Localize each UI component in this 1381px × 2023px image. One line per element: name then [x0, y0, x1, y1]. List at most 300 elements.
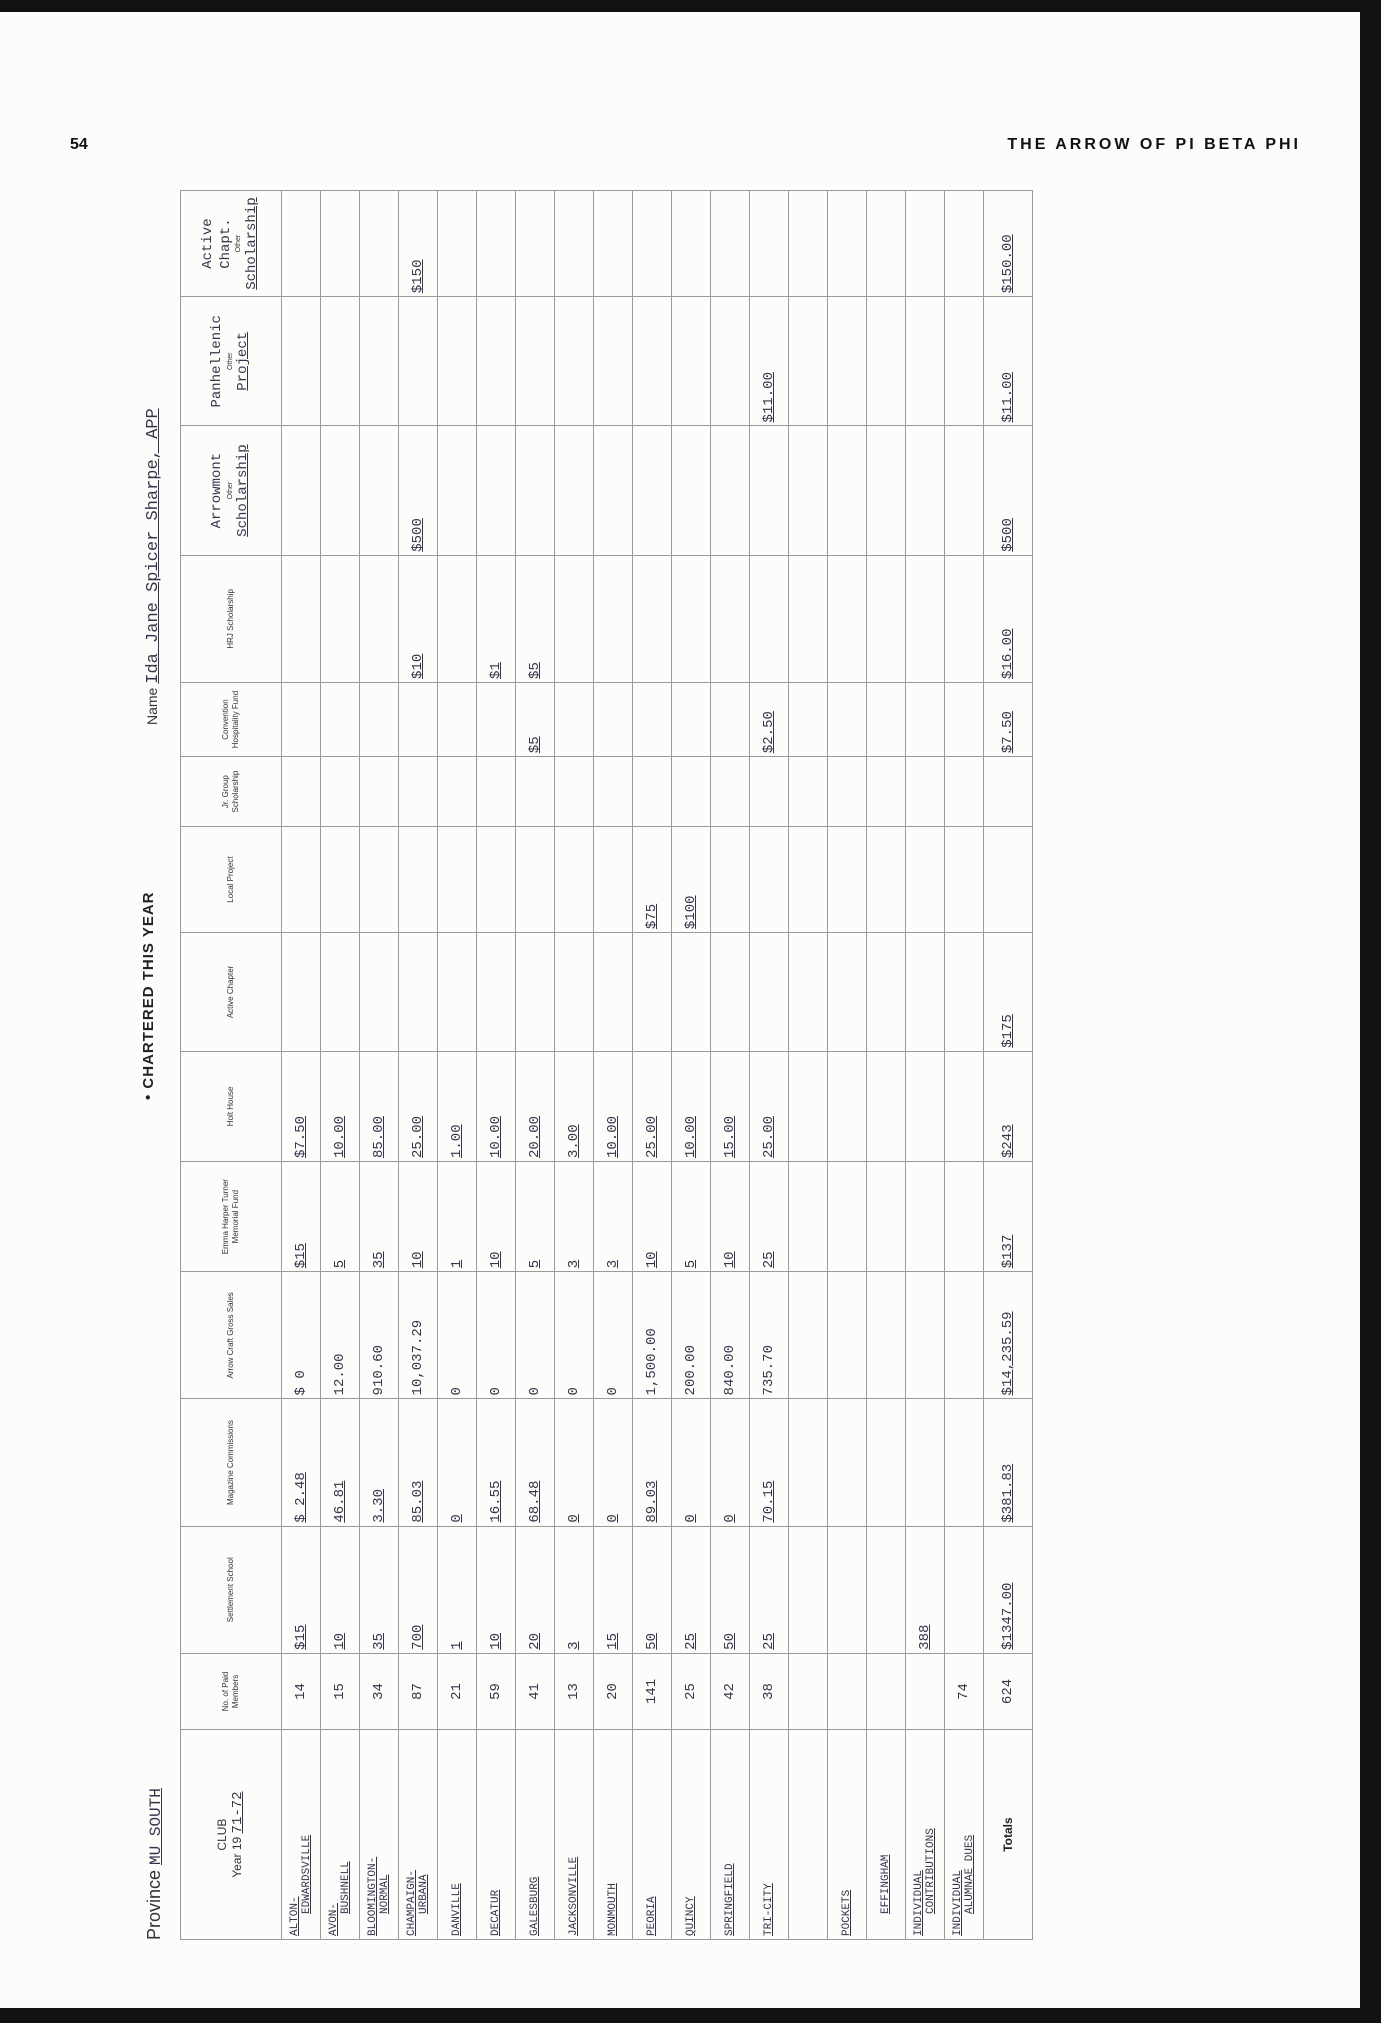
club-name-line1: DANVILLE: [450, 1883, 463, 1936]
club-name-line1: TRI-CITY: [762, 1883, 775, 1936]
cell-magazine: [906, 1399, 945, 1526]
col-magazine: Magazine Commissions: [181, 1399, 282, 1526]
cell-settlement: 10: [477, 1526, 516, 1653]
col-panhellenic: Panhellenic Other Project: [181, 297, 282, 426]
cell-members: 34: [360, 1653, 399, 1729]
cell-emma: $15: [282, 1162, 321, 1272]
cell-holt: 20.00: [516, 1051, 555, 1161]
cell-active: [945, 933, 984, 1052]
cell-magazine: [867, 1399, 906, 1526]
club-name: [750, 1730, 789, 1940]
cell-holt: 10.00: [321, 1051, 360, 1161]
cell-arrow_craft: [906, 1272, 945, 1399]
cell-emma: [789, 1162, 828, 1272]
cell-magazine: 0: [711, 1399, 750, 1526]
totals-row: [984, 191, 1033, 1940]
header-row: [181, 191, 282, 1940]
cell-emma: [867, 1162, 906, 1272]
cell-members: [789, 1653, 828, 1729]
cell-settlement: 1: [438, 1526, 477, 1653]
cell-jr: [633, 757, 672, 827]
cell-conv: [594, 682, 633, 756]
cell-hrj: [282, 555, 321, 682]
col-emma-harper: Emma Harper Turner Memorial Fund: [181, 1162, 282, 1272]
cell-local: $75: [633, 827, 672, 933]
cell-conv: [789, 682, 828, 756]
cell-settlement: 25: [750, 1526, 789, 1653]
cell-panhel: [828, 297, 867, 426]
cell-holt: 3.00: [555, 1051, 594, 1161]
club-name: [477, 1730, 516, 1940]
cell-magazine: 46.81: [321, 1399, 360, 1526]
cell-active: [360, 933, 399, 1052]
cell-conv: [321, 682, 360, 756]
cell-active: [711, 933, 750, 1052]
table-row: [282, 191, 321, 1940]
club-name: [360, 1730, 399, 1940]
cell-local: [945, 827, 984, 933]
cell-panhel: [672, 297, 711, 426]
cell-hrj: $1: [477, 555, 516, 682]
cell-arrow_craft: 735.70: [750, 1272, 789, 1399]
club-name-line1: GALESBURG: [528, 1876, 541, 1936]
cell-jr: [750, 757, 789, 827]
club-name-line1: JACKSONVILLE: [567, 1856, 580, 1936]
cell-local: [867, 827, 906, 933]
table-row: [828, 191, 867, 1940]
cell-conv: [906, 682, 945, 756]
club-name-line1: DECATUR: [489, 1889, 502, 1936]
cell-arrowmont: [789, 426, 828, 555]
cell-emma: 5: [672, 1162, 711, 1272]
cell-hrj: [672, 555, 711, 682]
cell-members: 25: [672, 1653, 711, 1729]
cell-magazine: 0: [594, 1399, 633, 1526]
cell-active: [789, 933, 828, 1052]
cell-emma: 10: [399, 1162, 438, 1272]
cell-activechapt: $150: [399, 191, 438, 297]
cell-conv: [711, 682, 750, 756]
cell-arrow_craft: [828, 1272, 867, 1399]
club-name-line2: EFFINGHAM: [879, 1854, 892, 1914]
cell-magazine: 16.55: [477, 1399, 516, 1526]
cell-conv: [360, 682, 399, 756]
cell-jr: [438, 757, 477, 827]
cell-arrow_craft: [867, 1272, 906, 1399]
cell-settlement: 388: [906, 1526, 945, 1653]
col-active-chapt: Active Chapt. Other Scholarship: [181, 191, 282, 297]
club-name-line1: AVON-: [327, 1902, 340, 1936]
cell-arrow_craft: $ 0: [282, 1272, 321, 1399]
cell-arrowmont: [828, 426, 867, 555]
cell-panhel: [906, 297, 945, 426]
cell-conv: [477, 682, 516, 756]
cell-settlement: 35: [360, 1526, 399, 1653]
cell-holt: 25.00: [633, 1051, 672, 1161]
table-row: [672, 191, 711, 1940]
cell-settlement: 10: [321, 1526, 360, 1653]
cell-jr: [516, 757, 555, 827]
cell-panhel: $11.00: [750, 297, 789, 426]
cell-emma: 25: [750, 1162, 789, 1272]
cell-arrowmont: [477, 426, 516, 555]
club-name: [321, 1730, 360, 1940]
cell-magazine: 85.03: [399, 1399, 438, 1526]
col-active-chapter: Active Chapter: [181, 933, 282, 1052]
club-name: [789, 1730, 828, 1940]
cell-arrowmont: [438, 426, 477, 555]
cell-arrowmont: [555, 426, 594, 555]
cell-local: [399, 827, 438, 933]
cell-activechapt: [750, 191, 789, 297]
totals-jr: [984, 757, 1033, 827]
cell-arrow_craft: 0: [438, 1272, 477, 1399]
club-name-line1: INDIVIDUAL: [951, 1869, 964, 1936]
club-name-line2: NORMAL: [379, 1874, 391, 1914]
cell-settlement: 25: [672, 1526, 711, 1653]
cell-arrowmont: [711, 426, 750, 555]
cell-active: [321, 933, 360, 1052]
cell-active: [516, 933, 555, 1052]
cell-panhel: [867, 297, 906, 426]
totals-local: [984, 827, 1033, 933]
cell-settlement: [789, 1526, 828, 1653]
cell-local: $100: [672, 827, 711, 933]
cell-magazine: [828, 1399, 867, 1526]
cell-hrj: [906, 555, 945, 682]
cell-holt: [867, 1051, 906, 1161]
cell-active: [867, 933, 906, 1052]
cell-active: [828, 933, 867, 1052]
cell-jr: [828, 757, 867, 827]
cell-jr: [867, 757, 906, 827]
cell-arrow_craft: 910.60: [360, 1272, 399, 1399]
cell-panhel: [516, 297, 555, 426]
cell-active: [399, 933, 438, 1052]
col-convention: Convention Hospitality Fund: [181, 682, 282, 756]
cell-jr: [555, 757, 594, 827]
cell-arrow_craft: 0: [555, 1272, 594, 1399]
cell-conv: $2.50: [750, 682, 789, 756]
cell-local: [906, 827, 945, 933]
cell-local: [555, 827, 594, 933]
cell-active: [477, 933, 516, 1052]
cell-members: 14: [282, 1653, 321, 1729]
table-row: [516, 191, 555, 1940]
cell-active: [672, 933, 711, 1052]
cell-magazine: 0: [438, 1399, 477, 1526]
col-local-project: Local Project: [181, 827, 282, 933]
cell-holt: 10.00: [594, 1051, 633, 1161]
totals-holt: $243: [984, 1051, 1033, 1161]
club-name-line2: ALUMNAE DUES: [964, 1834, 976, 1914]
table-row: [360, 191, 399, 1940]
cell-members: 38: [750, 1653, 789, 1729]
club-name: [711, 1730, 750, 1940]
cell-arrowmont: [672, 426, 711, 555]
cell-arrow_craft: 10,037.29: [399, 1272, 438, 1399]
cell-arrowmont: [360, 426, 399, 555]
cell-conv: [438, 682, 477, 756]
totals-label: Totals: [984, 1730, 1033, 1940]
report-table: [180, 190, 1033, 1940]
totals-arrowmont: $500: [984, 426, 1033, 555]
cell-members: 87: [399, 1653, 438, 1729]
club-name: [438, 1730, 477, 1940]
cell-emma: 10: [711, 1162, 750, 1272]
col-jr-group: Jr. Group Scholarship: [181, 757, 282, 827]
cell-conv: [282, 682, 321, 756]
totals-arrow-craft: $14,235.59: [984, 1272, 1033, 1399]
table-row: [867, 191, 906, 1940]
cell-active: [282, 933, 321, 1052]
cell-emma: 10: [477, 1162, 516, 1272]
cell-activechapt: [594, 191, 633, 297]
cell-magazine: [945, 1399, 984, 1526]
table-row: [750, 191, 789, 1940]
club-name-line2: BUSHNELL: [340, 1861, 352, 1914]
cell-panhel: [477, 297, 516, 426]
chartered-note: • CHARTERED THIS YEAR: [140, 891, 157, 1100]
cell-activechapt: [516, 191, 555, 297]
club-name-line1: INDIVIDUAL: [912, 1869, 925, 1936]
totals-convention: $7.50: [984, 682, 1033, 756]
cell-holt: [906, 1051, 945, 1161]
cell-hrj: [711, 555, 750, 682]
col-settlement: Settlement School: [181, 1526, 282, 1653]
cell-active: [438, 933, 477, 1052]
cell-members: 42: [711, 1653, 750, 1729]
cell-members: [867, 1653, 906, 1729]
club-name-line1: CHAMPAIGN-: [405, 1869, 418, 1936]
cell-conv: [633, 682, 672, 756]
cell-activechapt: [828, 191, 867, 297]
cell-magazine: 3.30: [360, 1399, 399, 1526]
cell-local: [477, 827, 516, 933]
cell-arrow_craft: 0: [516, 1272, 555, 1399]
table-row: [711, 191, 750, 1940]
cell-members: 41: [516, 1653, 555, 1729]
cell-holt: [828, 1051, 867, 1161]
cell-local: [282, 827, 321, 933]
club-name: [555, 1730, 594, 1940]
cell-panhel: [360, 297, 399, 426]
cell-conv: [867, 682, 906, 756]
cell-emma: [828, 1162, 867, 1272]
cell-holt: 15.00: [711, 1051, 750, 1161]
cell-emma: 3: [555, 1162, 594, 1272]
table-row: [477, 191, 516, 1940]
cell-hrj: [438, 555, 477, 682]
totals-emma: $137: [984, 1162, 1033, 1272]
totals-hrj: $16.00: [984, 555, 1033, 682]
cell-jr: [399, 757, 438, 827]
cell-panhel: [321, 297, 360, 426]
province-value: MU SOUTH: [147, 1788, 165, 1865]
club-name-line2: URBANA: [418, 1874, 430, 1914]
club-name-line1: PEORIA: [645, 1896, 658, 1936]
cell-settlement: 3: [555, 1526, 594, 1653]
cell-jr: [945, 757, 984, 827]
table-row: [594, 191, 633, 1940]
cell-emma: 5: [516, 1162, 555, 1272]
cell-jr: [711, 757, 750, 827]
cell-magazine: $ 2.48: [282, 1399, 321, 1526]
cell-arrowmont: [321, 426, 360, 555]
club-name: [633, 1730, 672, 1940]
cell-panhel: [594, 297, 633, 426]
cell-local: [750, 827, 789, 933]
cell-activechapt: [906, 191, 945, 297]
cell-magazine: 0: [555, 1399, 594, 1526]
cell-arrowmont: [750, 426, 789, 555]
province-label: Province: [144, 1869, 164, 1940]
name-line: [144, 408, 163, 725]
table-body: [282, 191, 984, 1940]
cell-members: 141: [633, 1653, 672, 1729]
cell-members: [906, 1653, 945, 1729]
totals-magazine: $381.83: [984, 1399, 1033, 1526]
cell-holt: 1.00: [438, 1051, 477, 1161]
cell-magazine: [789, 1399, 828, 1526]
cell-active: [750, 933, 789, 1052]
cell-arrowmont: [516, 426, 555, 555]
cell-jr: [789, 757, 828, 827]
cell-conv: $5: [516, 682, 555, 756]
cell-activechapt: [633, 191, 672, 297]
cell-emma: 5: [321, 1162, 360, 1272]
cell-members: 15: [321, 1653, 360, 1729]
totals-active-chapt: $150.00: [984, 191, 1033, 297]
cell-members: 13: [555, 1653, 594, 1729]
cell-arrow_craft: 0: [594, 1272, 633, 1399]
scan-border-top: [0, 0, 1381, 12]
cell-panhel: [555, 297, 594, 426]
cell-arrow_craft: 12.00: [321, 1272, 360, 1399]
col-paid-members: No. of Paid Members: [181, 1653, 282, 1729]
cell-arrowmont: [906, 426, 945, 555]
cell-hrj: [321, 555, 360, 682]
club-name-line2: CONTRIBUTIONS: [925, 1828, 937, 1914]
cell-hrj: [555, 555, 594, 682]
cell-activechapt: [477, 191, 516, 297]
cell-settlement: 50: [633, 1526, 672, 1653]
cell-activechapt: [360, 191, 399, 297]
cell-settlement: [867, 1526, 906, 1653]
cell-jr: [282, 757, 321, 827]
cell-settlement: $15: [282, 1526, 321, 1653]
club-name-line2: EDWARDSVILLE: [301, 1834, 313, 1914]
cell-emma: 3: [594, 1162, 633, 1272]
cell-local: [594, 827, 633, 933]
cell-activechapt: [867, 191, 906, 297]
scan-border-right: [1360, 0, 1381, 2023]
cell-activechapt: [555, 191, 594, 297]
cell-holt: 85.00: [360, 1051, 399, 1161]
cell-emma: [945, 1162, 984, 1272]
cell-members: 59: [477, 1653, 516, 1729]
cell-jr: [360, 757, 399, 827]
club-name: [399, 1730, 438, 1940]
club-name: [906, 1730, 945, 1940]
cell-arrowmont: [594, 426, 633, 555]
col-holt: Holt House: [181, 1051, 282, 1161]
col-hrj: HRJ Scholarship: [181, 555, 282, 682]
name-label: Name: [144, 687, 160, 725]
cell-hrj: [789, 555, 828, 682]
club-name-line1: POCKETS: [840, 1889, 853, 1936]
cell-conv: [672, 682, 711, 756]
cell-active: [555, 933, 594, 1052]
cell-activechapt: [672, 191, 711, 297]
col-club: CLUB Year 19 71-72: [181, 1730, 282, 1940]
name-value: Ida Jane Spicer Sharpe, APP: [144, 408, 163, 684]
cell-holt: 25.00: [399, 1051, 438, 1161]
totals-active: $175: [984, 933, 1033, 1052]
table-row: [633, 191, 672, 1940]
club-name-line1: MONMOUTH: [606, 1883, 619, 1936]
cell-hrj: [750, 555, 789, 682]
cell-settlement: 50: [711, 1526, 750, 1653]
cell-jr: [321, 757, 360, 827]
club-name-line1: QUINCY: [684, 1896, 697, 1936]
club-name-line1: ALTON-: [288, 1896, 301, 1936]
cell-emma: 10: [633, 1162, 672, 1272]
cell-arrow_craft: 840.00: [711, 1272, 750, 1399]
col-arrow-craft: Arrow Craft Gross Sales: [181, 1272, 282, 1399]
club-name: [516, 1730, 555, 1940]
cell-hrj: [633, 555, 672, 682]
cell-activechapt: [789, 191, 828, 297]
cell-active: [906, 933, 945, 1052]
page-number: 54: [70, 136, 88, 153]
table-row: [945, 191, 984, 1940]
cell-settlement: 700: [399, 1526, 438, 1653]
cell-activechapt: [321, 191, 360, 297]
cell-holt: 10.00: [672, 1051, 711, 1161]
cell-jr: [594, 757, 633, 827]
cell-magazine: 70.15: [750, 1399, 789, 1526]
club-name: [672, 1730, 711, 1940]
rotated-report-form: [140, 180, 1320, 1940]
cell-emma: [906, 1162, 945, 1272]
cell-local: [360, 827, 399, 933]
cell-holt: [789, 1051, 828, 1161]
cell-hrj: $5: [516, 555, 555, 682]
cell-local: [711, 827, 750, 933]
cell-conv: [945, 682, 984, 756]
col-arrowmont: Arrowmont Other Scholarship: [181, 426, 282, 555]
cell-emma: 35: [360, 1162, 399, 1272]
cell-activechapt: [711, 191, 750, 297]
club-name: [945, 1730, 984, 1940]
cell-holt: [945, 1051, 984, 1161]
cell-magazine: 68.48: [516, 1399, 555, 1526]
cell-panhel: [399, 297, 438, 426]
cell-holt: 10.00: [477, 1051, 516, 1161]
cell-hrj: [360, 555, 399, 682]
cell-local: [438, 827, 477, 933]
province-line: [144, 1788, 165, 1940]
cell-panhel: [282, 297, 321, 426]
cell-local: [828, 827, 867, 933]
cell-jr: [672, 757, 711, 827]
cell-arrow_craft: 200.00: [672, 1272, 711, 1399]
cell-panhel: [633, 297, 672, 426]
cell-settlement: 20: [516, 1526, 555, 1653]
cell-emma: 1: [438, 1162, 477, 1272]
club-name: [828, 1730, 867, 1940]
